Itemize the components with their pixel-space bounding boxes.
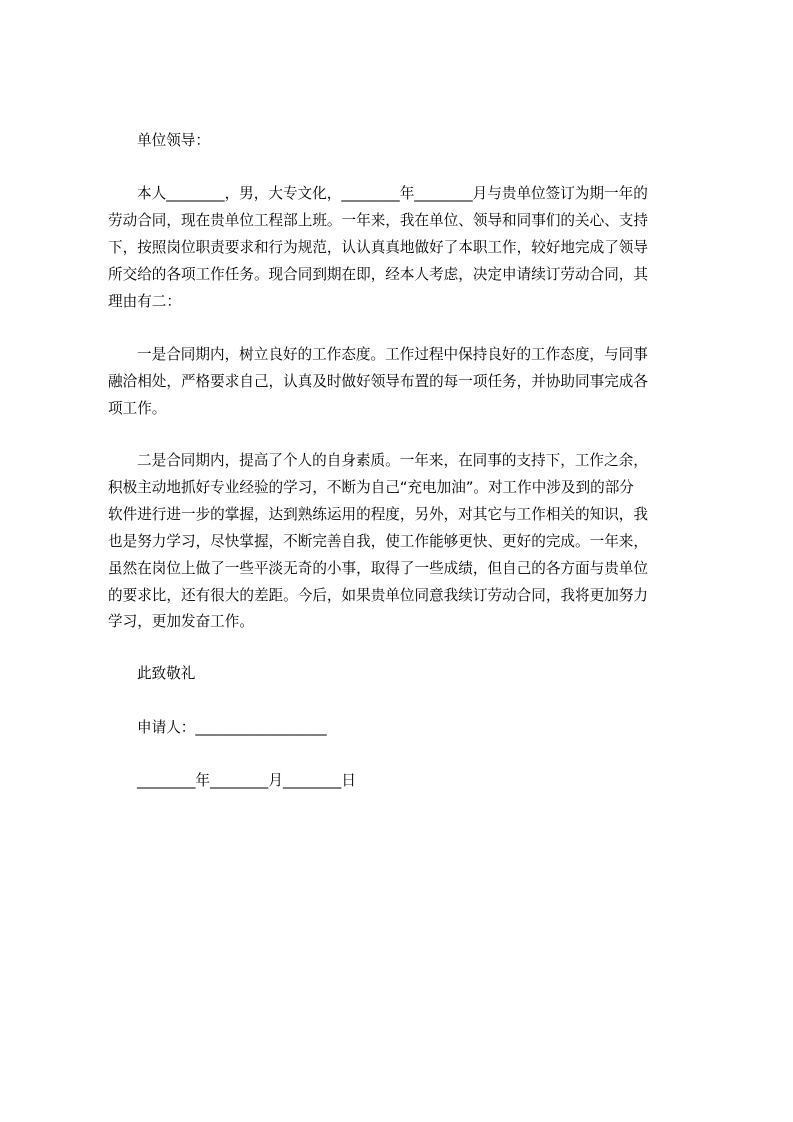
para3-line-7: 学习，更加发奋工作。 — [108, 613, 254, 630]
closing: 此致敬礼 — [137, 665, 196, 682]
para1-line-3: 下，按照岗位职责要求和行为规范，认认真真地做好了本职工作，较好地完成了领导 — [108, 239, 648, 256]
salutation: 单位领导： — [137, 132, 210, 149]
para3-line-3: 软件进行进一步的掌握，达到熟练运用的程度，另外，对其它与工作相关的知识，我 — [108, 506, 648, 523]
para3-line-6: 的要求比，还有很大的差距。今后，如果贵单位同意我续订劳动合同，我将更加努力 — [108, 587, 648, 604]
para3-line-2: 积极主动地抓好专业经验的学习，不断为自己“充电加油”。对工作中涉及到的部分 — [108, 479, 634, 496]
para1-line-5: 理由有二： — [108, 293, 181, 310]
para2-line-2: 融洽相处，严格要求自己，认真及时做好领导布置的每一项任务，并协助同事完成各 — [108, 373, 648, 390]
applicant-line: 申请人：__________________ — [137, 719, 327, 736]
para2-line-3: 项工作。 — [108, 400, 167, 417]
para1-line-4: 所交给的各项工作任务。现合同到期在即，经本人考虑，决定申请续订劳动合同，其 — [108, 266, 648, 283]
date-line: ________年________月________日 — [137, 772, 356, 789]
para1-line-2: 劳动合同，现在贵单位工程部上班。一年来，我在单位、领导和同事们的关心、支持 — [108, 212, 648, 229]
para3-line-4: 也是努力学习，尽快掌握，不断完善自我，使工作能够更快、更好的完成。一年来， — [108, 533, 648, 550]
para3-line-1: 二是合同期内，提高了个人的自身素质。一年来，在同事的支持下，工作之余， — [137, 452, 648, 469]
para2-line-1: 一是合同期内，树立良好的工作态度。工作过程中保持良好的工作态度，与同事 — [137, 346, 648, 363]
para3-line-5: 虽然在岗位上做了一些平淡无奇的小事，取得了一些成绩，但自己的各方面与贵单位 — [108, 560, 648, 577]
para1-line-1: 本人________，男，大专文化，________年________月与贵单位签订为期一年的 — [137, 185, 648, 202]
